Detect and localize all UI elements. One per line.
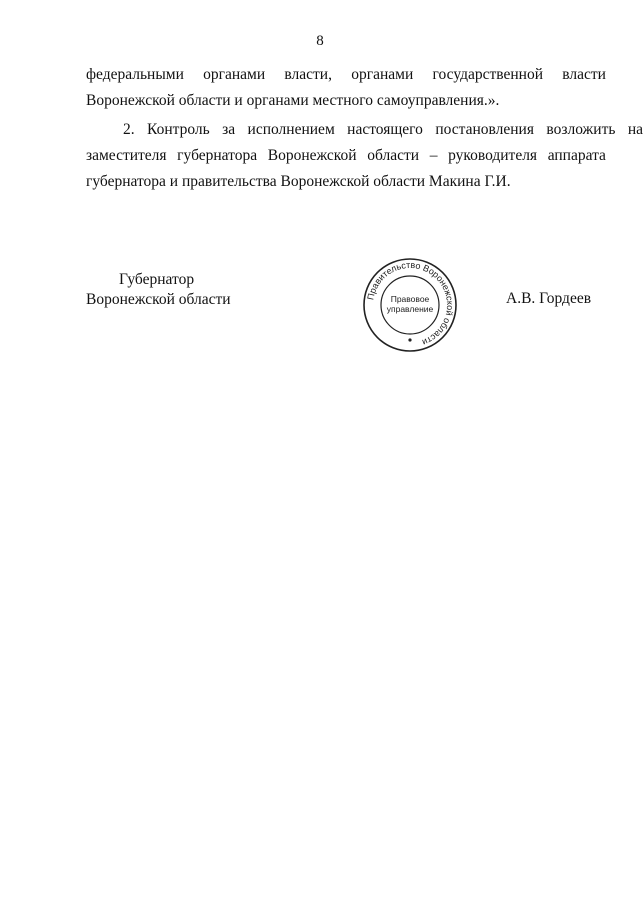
stamp-inner-text-2: управление bbox=[386, 304, 434, 314]
word: области bbox=[367, 147, 420, 164]
stamp-ring-text: Правительство Воронежской области bbox=[365, 259, 456, 348]
word: заместителя bbox=[86, 147, 167, 164]
signatory-title: Губернатор bbox=[119, 271, 195, 288]
word: федеральными bbox=[86, 66, 184, 83]
word: власти bbox=[562, 66, 606, 83]
word: власти, bbox=[284, 66, 332, 83]
word: Воронежской bbox=[267, 147, 357, 164]
word: губернатора bbox=[177, 147, 258, 164]
word: – bbox=[429, 147, 438, 164]
paragraph-1-line-2: Воронежской области и органами местного самоуправления.». bbox=[86, 92, 500, 109]
word: настоящего bbox=[347, 121, 423, 138]
word: руководителя bbox=[448, 147, 538, 164]
paragraph-1-line-1 bbox=[86, 62, 606, 88]
word: исполнением bbox=[247, 121, 335, 138]
word: на bbox=[627, 121, 643, 138]
paragraph-2-line-3: губернатора и правительства Воронежской области Макина Г.И. bbox=[86, 173, 511, 190]
word: возложить bbox=[546, 121, 616, 138]
signature-role bbox=[86, 270, 231, 310]
stamp-dot bbox=[408, 338, 411, 341]
word: 2. bbox=[123, 121, 135, 138]
stamp-icon bbox=[360, 255, 460, 355]
paragraph-2-line-2 bbox=[86, 143, 606, 169]
word: за bbox=[222, 121, 236, 138]
signatory-name: А.В. Гордеев bbox=[506, 290, 592, 307]
official-stamp bbox=[360, 255, 460, 355]
word: постановления bbox=[435, 121, 534, 138]
word: государственной bbox=[432, 66, 543, 83]
word: Контроль bbox=[147, 121, 210, 138]
word: органами bbox=[351, 66, 414, 83]
word: аппарата bbox=[547, 147, 606, 164]
signatory-region: Воронежской области bbox=[86, 291, 231, 308]
word: органами bbox=[203, 66, 266, 83]
page-number: 8 bbox=[316, 33, 324, 49]
paragraph-2-line-1 bbox=[86, 117, 643, 143]
stamp-inner-text-1: Правовое bbox=[390, 294, 430, 304]
